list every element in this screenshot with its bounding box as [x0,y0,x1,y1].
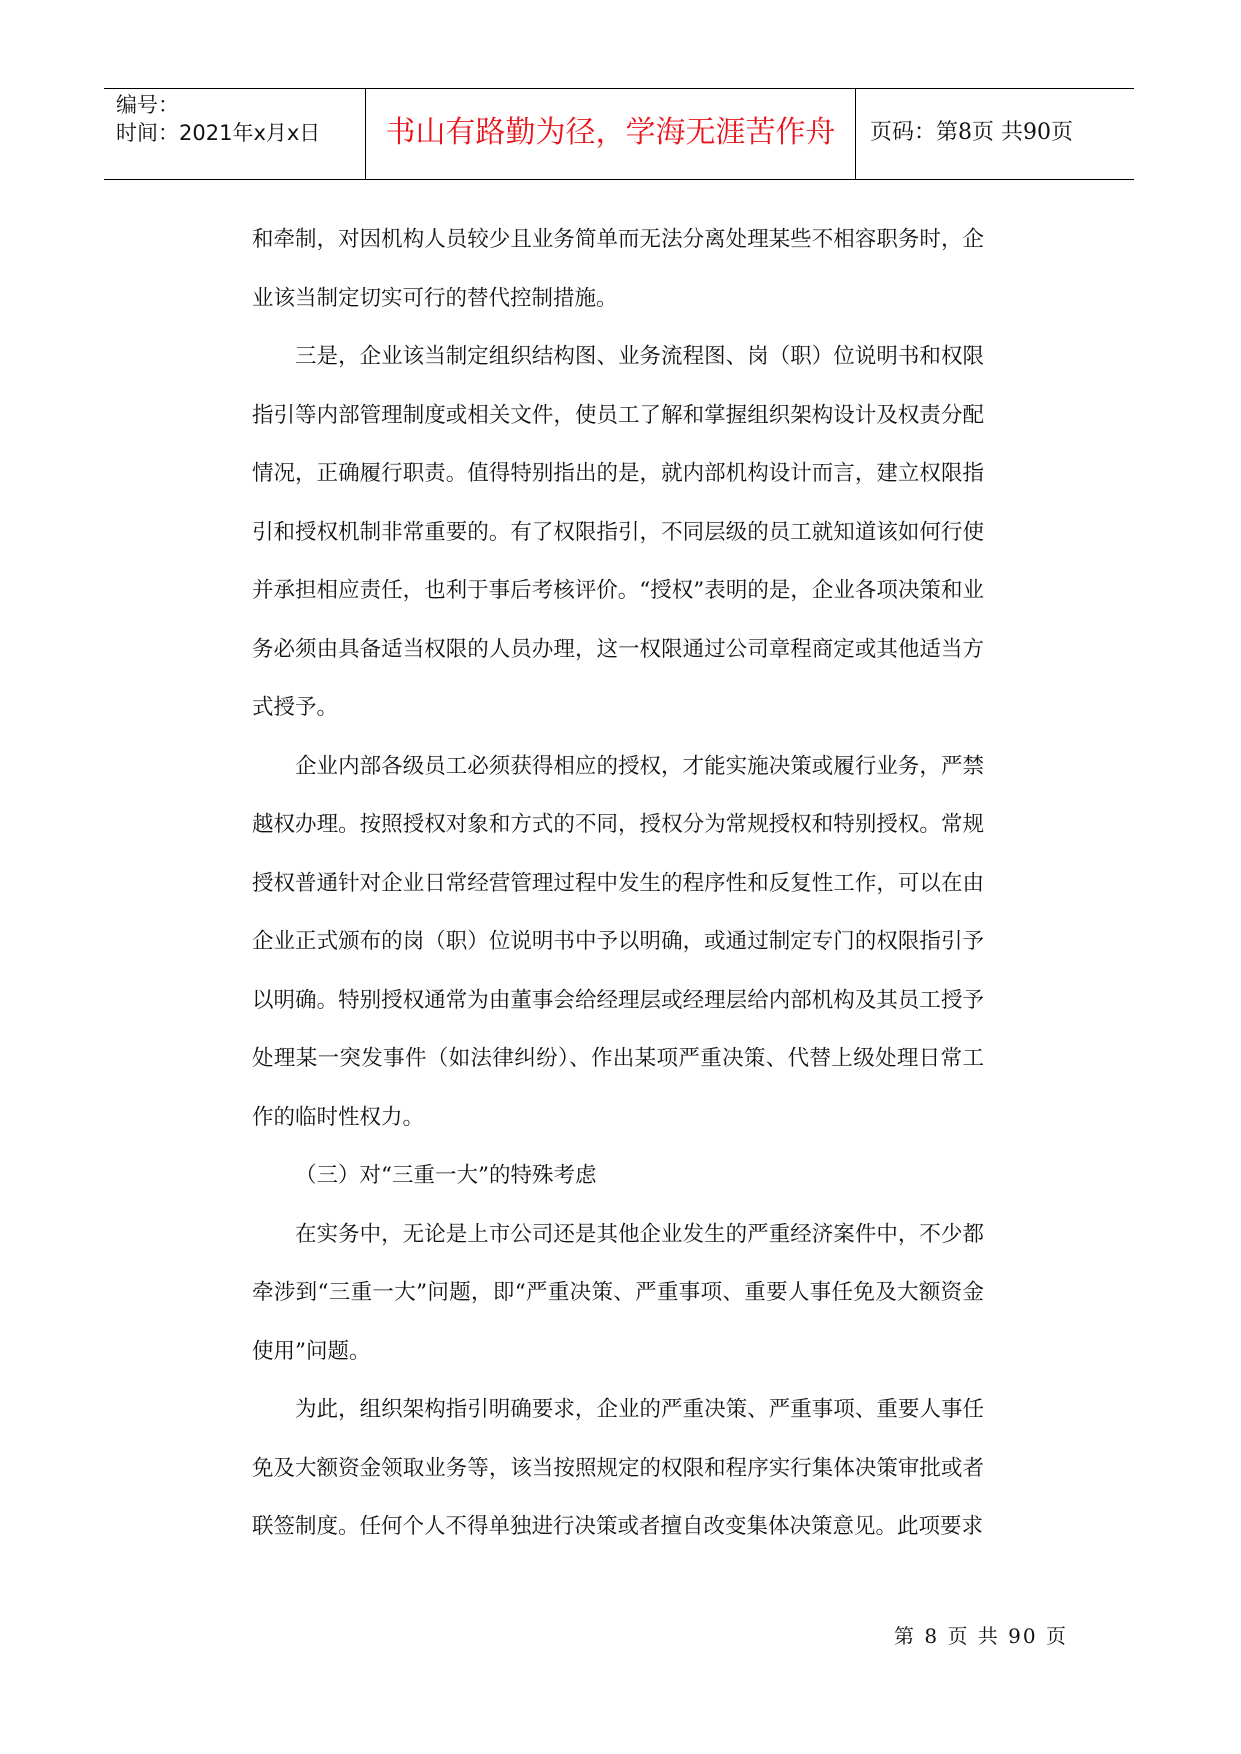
body-paragraph: 和牵制，对因机构人员较少且业务简单而无法分离处理某些不相容职务时，企业该当制定切实可行的替代控制措施。 [252,227,984,311]
body-paragraph: 在实务中，无论是上市公司还是其他企业发生的严重经济案件中，不少都牵涉到“三重一大”问题，即“严重决策、严重事项、重要人事任免及大额资金使用”问题。 [252,1221,984,1364]
document-time-label: 时间：2021年x月x日 [116,121,321,145]
document-body [252,211,984,1557]
header-motto: 书山有路勤为径，学海无涯苦作舟 [366,89,856,179]
document-code-label: 编号： [116,93,179,117]
header-page-number: 页码：第8页 共90页 [870,120,1073,145]
body-paragraph: 三是，企业该当制定组织结构图、业务流程图、岗（职）位说明书和权限指引等内部管理制度或相关文件，使员工了解和掌握组织架构设计及权责分配情况，正确履行职责。值得特别指出的是，就内部机构设计而言，建立权限指引和授权机制非常重要的。有了权限指引，不同层级的员工就知道该如何行使并承担相应责任，也利于事后考核评价。“授权”表明的是，企业各项决策和业务必须由具备适当权限的人员办理，这一权限通过公司章程商定或其他适当方式授予。 [252,344,984,720]
body-paragraph: 为此，组织架构指引明确要求，企业的严重决策、严重事项、重要人事任免及大额资金领取业务等，该当按照规定的权限和程序实行集体决策审批或者联签制度。任何个人不得单独进行决策或者擅自改变集体决策意见。此项要求 [252,1397,984,1539]
page-header [104,88,1134,180]
section-heading: （三）对“三重一大”的特殊考虑 [295,1163,597,1188]
header-meta-cell [104,89,366,179]
body-paragraph: 企业内部各级员工必须获得相应的授权，才能实施决策或履行业务，严禁越权办理。按照授权对象和方式的不同，授权分为常规授权和特别授权。常规授权普通针对企业日常经营管理过程中发生的程序性和反复性工作，可以在由企业正式颁布的岗（职）位说明书中予以明确，或通过制定专门的权限指引予以明确。特别授权通常为由董事会给经理层或经理层给内部机构及其员工授予处理某一突发事件（如法律纠纷）、作出某项严重决策、代替上级处理日常工作的临时性权力。 [252,753,984,1130]
footer-page-number: 第 8 页 共 90 页 [894,1624,1068,1648]
